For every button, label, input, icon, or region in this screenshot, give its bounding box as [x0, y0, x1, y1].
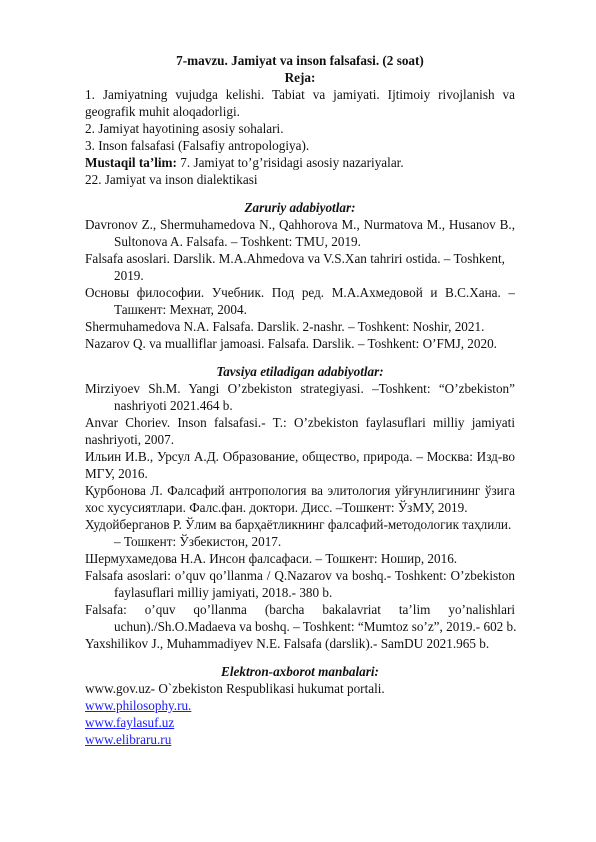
document-page	[85, 52, 515, 748]
required-entry-2-line-1: Falsafa asoslari. Darslik. M.A.Ahmedova va V.S.Xan tahriri ostida. – Toshkent,	[85, 251, 505, 266]
plan-item-1-line-2: geografik muhit aloqadorligi.	[85, 104, 240, 119]
recommended-entry-6: Шермухамедова Н.А. Инсон фалсафаси. – Тошкент: Ношир, 2016.	[85, 551, 458, 566]
plan-item-1-line-1: 1. Jamiyatning vujudga kelishi. Tabiat va jamiyati. Ijtimoiy rivojlanish va	[85, 87, 515, 102]
recommended-entry-1-line-2: nashriyoti 2021.464 b.	[114, 398, 233, 413]
recommended-entry-3-line-1: Ильин И.В., Урсул А.Д. Образование, общество, природа. – Москва: Изд-во	[85, 449, 515, 464]
plan-item-22: 22. Jamiyat va inson dialektikasi	[85, 172, 258, 187]
electronic-source-1: www.gov.uz- O`zbekiston Respublikasi hukumat portali.	[85, 681, 385, 696]
recommended-entry-4-line-2: хос хусусиятлари. Фалс.фан. доктори. Дисс. –Тошкент: ЎзМУ, 2019.	[85, 500, 468, 515]
plan-item-3: 3. Inson falsafasi (Falsafiy antropologiya).	[85, 138, 310, 153]
recommended-entry-2-line-2: nashriyoti, 2007.	[85, 432, 175, 447]
recommended-entry-4-line-1: Қурбонова Л. Фалсафий антропология ва элитология уйғунлигининг ўзига	[85, 483, 515, 498]
independent-study-label: Mustaqil ta’lim:	[85, 155, 177, 170]
recommended-entry-8-line-2: uchun)./Sh.O.Madaeva va boshq. – Toshkent: “Mumtoz so’z”, 2019.- 602 b.	[114, 619, 517, 634]
required-entry-2-line-2: 2019.	[114, 268, 144, 283]
recommended-entry-9: Yaxshilikov J., Muhammadiyev N.E. Falsafa (darslik).- SamDU 2021.965 b.	[85, 636, 490, 651]
independent-study	[85, 154, 515, 171]
required-entry-3-line-2: Ташкент: Мехнат, 2004.	[114, 302, 247, 317]
recommended-entry-8-line-1: Falsafa: o’quv qo’llanma (barcha bakalavriat ta’lim yo’nalishlari	[85, 602, 515, 617]
link-philosophy[interactable]: www.philosophy.ru.	[85, 698, 192, 713]
recommended-entry-5-line-2: – Тошкент: Ўзбекистон, 2017.	[114, 534, 282, 549]
plan-label: Reja:	[284, 70, 316, 85]
recommended-literature-heading: Tavsiya etiladigan adabiyotlar:	[216, 364, 384, 379]
page-title: 7-mavzu. Jamiyat va inson falsafasi. (2 soat)	[176, 53, 424, 68]
independent-study-text: 7. Jamiyat to’g’risidagi asosiy nazariyalar.	[176, 155, 404, 170]
recommended-entry-5-line-1: Худойберганов Р. Ўлим ва барҳаётликнинг фалсафий-методологик таҳлили.	[85, 517, 512, 532]
recommended-entry-7-line-1: Falsafa asoslari: o’quv qo’llanma / Q.Nazarov va boshq.- Toshkent: O’zbekiston	[85, 568, 515, 583]
recommended-entry-1-line-1: Mirziyoev Sh.M. Yangi O’zbekiston strategiyasi. –Toshkent: “O’zbekiston”	[85, 381, 515, 396]
link-elibraru[interactable]: www.elibraru.ru	[85, 732, 172, 747]
link-faylasuf[interactable]: www.faylasuf.uz	[85, 715, 175, 730]
required-entry-4: Shermuhamedova N.A. Falsafa. Darslik. 2-nashr. – Toshkent: Noshir, 2021.	[85, 319, 485, 334]
required-entry-3-line-1: Основы философии. Учебник. Под ред. М.А.Ахмедовой и В.С.Хана. –	[85, 285, 515, 300]
required-literature-heading: Zaruriy adabiyotlar:	[244, 200, 356, 215]
required-entry-1-line-1: Davronov Z., Shermuhamedova N., Qahhorova M., Nurmatova M., Husanov B.,	[85, 217, 515, 232]
recommended-entry-7-line-2: faylasuflari milliy jamiyati, 2018.- 380 b.	[114, 585, 333, 600]
required-entry-5: Nazarov Q. va mualliflar jamoasi. Falsafa. Darslik. – Toshkent: O’FMJ, 2020.	[85, 336, 497, 351]
electronic-sources-heading: Elektron-axborot manbalari:	[221, 664, 379, 679]
recommended-entry-2-line-1: Anvar Choriev. Inson falsafasi.- T.: O’zbekiston faylasuflari milliy jamiyati	[85, 415, 515, 430]
required-entry-1-line-2: Sultonova A. Falsafa. – Toshkent: TMU, 2019.	[114, 234, 361, 249]
recommended-entry-3-line-2: МГУ, 2016.	[85, 466, 148, 481]
plan-item-2: 2. Jamiyat hayotining asosiy sohalari.	[85, 121, 284, 136]
